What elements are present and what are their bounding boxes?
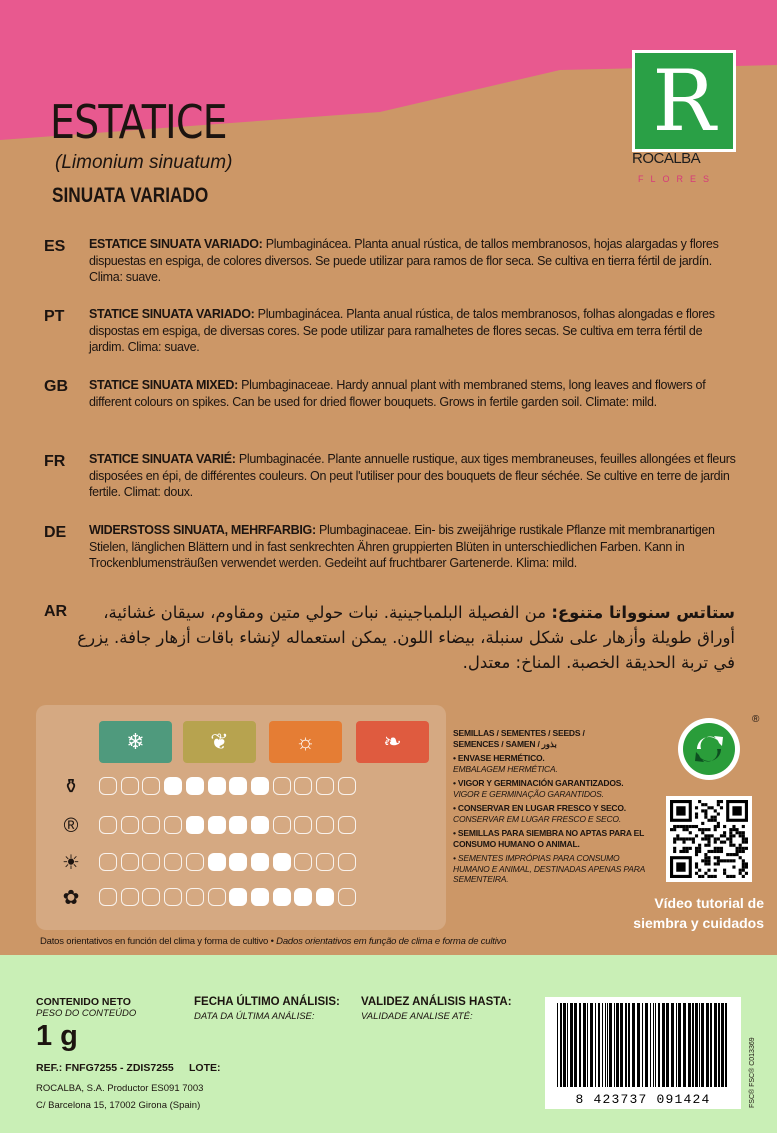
description-title: ESTATICE SINUATA VARIADO: bbox=[89, 237, 263, 251]
calendar-month-cell bbox=[294, 888, 312, 906]
calendar-month-cell bbox=[99, 816, 117, 834]
description-text: Plumbaginacée. Plante annuelle rustique, aux tiges membraneuses, feuilles allongées et fleurs disposées en épi, de différentes couleurs. On peut l'utiliser pour des bouquets de fleur séchée. Se cultive en terre de jardin fertile. Climat: doux. bbox=[89, 452, 736, 499]
logo-letter: R bbox=[652, 52, 716, 150]
calendar-month-cell bbox=[251, 816, 269, 834]
validity-label-pt: VALIDADE ANALISE ATÉ: bbox=[361, 1011, 473, 1022]
calendar-month-cell bbox=[229, 853, 247, 871]
description-title: ستاتس سنوواتا متنوع: bbox=[551, 603, 735, 622]
season-autumn-icon: ❧ bbox=[356, 721, 429, 763]
info-item: • SEMENTES IMPRÓPIAS PARA CONSUMO HUMANO E ANIMAL, DESTINADAS APENAS PARA SEMENTEIRA. bbox=[453, 853, 645, 884]
net-content-label: CONTENIDO NETO bbox=[36, 996, 131, 1008]
description-title: STATICE SINUATA VARIÉ: bbox=[89, 452, 236, 466]
lang-code-gb: GB bbox=[44, 378, 68, 395]
season-winter-icon: ❄ bbox=[99, 721, 172, 763]
video-line-2: siembra y cuidados bbox=[633, 915, 764, 931]
registered-mark: ® bbox=[752, 714, 760, 725]
info-item: • CONSERVAR EN LUGAR FRESCO Y SECO. bbox=[453, 803, 626, 813]
lang-code-fr: FR bbox=[44, 453, 66, 470]
calendar-month-cell bbox=[338, 816, 356, 834]
calendar-month-cell bbox=[142, 888, 160, 906]
lang-code-es: ES bbox=[44, 238, 66, 255]
calendar-month-cell bbox=[121, 816, 139, 834]
description-fr bbox=[89, 451, 739, 501]
validity-label: VALIDEZ ANÁLISIS HASTA: bbox=[361, 996, 512, 1008]
qr-code-pattern bbox=[666, 796, 752, 882]
rocalba-logo bbox=[632, 50, 744, 188]
calendar-month-cell bbox=[294, 816, 312, 834]
calendar-month-cell bbox=[316, 777, 334, 795]
calendar-month-cell bbox=[164, 888, 182, 906]
calendar-month-cell bbox=[251, 853, 269, 871]
lang-code-de: DE bbox=[44, 524, 67, 541]
info-item: • VIGOR Y GERMINACIÓN GARANTIZADOS. bbox=[453, 778, 624, 788]
producer-info: ROCALBA, S.A. Productor ES091 7003 bbox=[36, 1083, 204, 1094]
calendar-month-cell bbox=[142, 816, 160, 834]
info-heading: SEMILLAS / SEMENTES / SEEDS / bbox=[453, 728, 585, 738]
description-gb bbox=[89, 377, 739, 410]
variety-name: SINUATA VARIADO bbox=[52, 184, 209, 207]
calendar-month-cell bbox=[186, 853, 204, 871]
calendar-month-cell bbox=[142, 853, 160, 871]
calendar-month-cell bbox=[273, 853, 291, 871]
lang-code-ar: AR bbox=[44, 603, 68, 620]
calendar-month-cell bbox=[316, 816, 334, 834]
orientation-note bbox=[40, 936, 506, 947]
product-title: ESTATICE bbox=[50, 95, 227, 149]
sowing-calendar bbox=[36, 705, 446, 930]
lot-label: LOTE: bbox=[189, 1062, 221, 1074]
recycle-arrows-icon bbox=[683, 723, 735, 775]
season-summer-icon: ☼ bbox=[269, 721, 342, 763]
calendar-month-cell bbox=[338, 888, 356, 906]
description-text: من الفصيلة البلمباجينية. نبات حولي متين ومقاوم، سيقان غشائية، أوراق طويلة وأزهار على شكل سنبلة، بيضاء اللون. يمكن استعماله لإنشاء باقات أزهار جافة. يزرع في تربة الحديقة الخصبة. المناخ: معتدل. bbox=[77, 603, 735, 672]
note-pt: Dados orientativos em função de clima e forma de cultivo bbox=[276, 936, 507, 947]
description-title: STATICE SINUATA MIXED: bbox=[89, 378, 238, 392]
description-text: Plumbaginácea. Planta anual rústica, de tallos membranosos, hojas alargadas y flores dispuestas en espiga, de colores diversos. Se puede utilizar para ramos de flor seca. Se cultiva en tierra fértil de jardín. Clima: suave. bbox=[89, 237, 719, 284]
description-title: WIDERSTOSS SINUATA, MEHRFARBIG: bbox=[89, 523, 316, 537]
calendar-month-cell bbox=[229, 888, 247, 906]
info-item-pt: VIGOR E GERMINAÇÃO GARANTIDOS. bbox=[453, 788, 604, 799]
logo-subtitle: FLORES bbox=[638, 174, 717, 184]
barcode-number: 8 423737 091424 bbox=[575, 1092, 711, 1107]
analysis-date-label-pt: DATA DA ÚLTIMA ANÁLISE: bbox=[194, 1011, 315, 1022]
calendar-month-cell bbox=[208, 888, 226, 906]
calendar-month-cell bbox=[229, 816, 247, 834]
barcode-bars bbox=[545, 997, 741, 1089]
calendar-month-cell bbox=[251, 888, 269, 906]
description-title: STATICE SINUATA VARIADO: bbox=[89, 307, 255, 321]
calendar-month-cell bbox=[338, 853, 356, 871]
description-es bbox=[89, 236, 739, 286]
calendar-month-cell bbox=[273, 777, 291, 795]
calendar-month-cell bbox=[186, 816, 204, 834]
analysis-date-label: FECHA ÚLTIMO ANÁLISIS: bbox=[194, 996, 340, 1008]
calendar-month-cell bbox=[229, 777, 247, 795]
calendar-month-cell bbox=[142, 777, 160, 795]
info-item: • SEMILLAS PARA SIEMBRA NO APTAS PARA EL CONSUMO HUMANO O ANIMAL. bbox=[453, 828, 644, 849]
calendar-month-cell bbox=[121, 888, 139, 906]
note-es: Datos orientativos en función del clima y forma de cultivo • bbox=[40, 936, 274, 947]
description-text: Plumbaginácea. Planta anual rústica, de talos membranosos, folhas alongadas e flores dispostas em espiga, de diversas cores. Se pode utilizar para ramalhetes de flores secas. Se cultiva em terra fértil de jardim. Clima: suave. bbox=[89, 307, 715, 354]
seed-info-list bbox=[453, 728, 653, 885]
calendar-month-cell bbox=[251, 777, 269, 795]
calendar-month-cell bbox=[186, 888, 204, 906]
info-item-pt: EMBALAGEM HERMÉTICA. bbox=[453, 763, 558, 774]
calendar-month-cell bbox=[273, 816, 291, 834]
net-weight: 1 g bbox=[36, 1020, 78, 1052]
description-ar bbox=[70, 600, 735, 675]
description-de bbox=[89, 522, 739, 572]
description-text: Plumbaginaceae. Ein- bis zweijährige rustikale Pflanze mit membranartigen Stielen, länglichen Blättern und in fast senkrechten Ähren gruppierten Blüten in unterschiedlichen Farben. Kann in Trockenblumensträußen verwendet werden. Gedeiht auf fruchtbarer Gartenerde. Klima: mild. bbox=[89, 523, 715, 570]
latin-name: (Limonium sinuatum) bbox=[55, 152, 233, 173]
calendar-month-cell bbox=[99, 888, 117, 906]
qr-code[interactable] bbox=[666, 796, 752, 882]
calendar-month-cell bbox=[186, 777, 204, 795]
calendar-month-cell bbox=[208, 816, 226, 834]
calendar-month-cell bbox=[99, 777, 117, 795]
green-dot-recycle-icon bbox=[678, 718, 740, 780]
flowering-icon: ✿ bbox=[62, 887, 80, 909]
description-text: Plumbaginaceae. Hardy annual plant with membraned stems, long leaves and flowers of different colours on spikes. Can be used for dried flower bouquets. Grows in fertile garden soil. Climate: mild. bbox=[89, 378, 706, 409]
calendar-month-cell bbox=[208, 853, 226, 871]
calendar-month-cell bbox=[164, 777, 182, 795]
calendar-month-cell bbox=[316, 888, 334, 906]
transplant-icon: ☀ bbox=[62, 852, 80, 874]
logo-brand-name: ROCALBA bbox=[632, 150, 701, 167]
sow-pot-icon: ⚱ bbox=[62, 776, 80, 798]
calendar-month-cell bbox=[99, 853, 117, 871]
reference: REF.: FNFG7255 - ZDIS7255 bbox=[36, 1062, 174, 1074]
video-line-1: Vídeo tutorial de bbox=[654, 895, 764, 911]
info-item: • ENVASE HERMÉTICO. bbox=[453, 753, 545, 763]
lang-code-pt: PT bbox=[44, 308, 65, 325]
video-tutorial-text bbox=[604, 893, 764, 933]
calendar-month-cell bbox=[164, 853, 182, 871]
calendar-month-cell bbox=[121, 853, 139, 871]
season-spring-icon: ❦ bbox=[183, 721, 256, 763]
calendar-month-cell bbox=[338, 777, 356, 795]
calendar-month-cell bbox=[294, 853, 312, 871]
description-pt bbox=[89, 306, 739, 356]
calendar-month-cell bbox=[316, 853, 334, 871]
address-info: C/ Barcelona 15, 17002 Girona (Spain) bbox=[36, 1100, 201, 1111]
fsc-label: FSC® FSC® C013369 bbox=[749, 1037, 756, 1108]
sow-seedbed-icon: ® bbox=[63, 815, 79, 837]
info-heading-2: SEMENCES / SAMEN / بذور bbox=[453, 738, 557, 749]
calendar-month-cell bbox=[164, 816, 182, 834]
calendar-month-cell bbox=[294, 777, 312, 795]
calendar-month-cell bbox=[273, 888, 291, 906]
logo-green-box bbox=[632, 50, 736, 152]
info-item-pt: CONSERVAR EM LUGAR FRESCO E SECO. bbox=[453, 813, 622, 824]
calendar-month-cell bbox=[121, 777, 139, 795]
barcode bbox=[545, 997, 741, 1109]
net-content-label-pt: PESO DO CONTEÚDO bbox=[36, 1008, 137, 1019]
calendar-month-cell bbox=[208, 777, 226, 795]
